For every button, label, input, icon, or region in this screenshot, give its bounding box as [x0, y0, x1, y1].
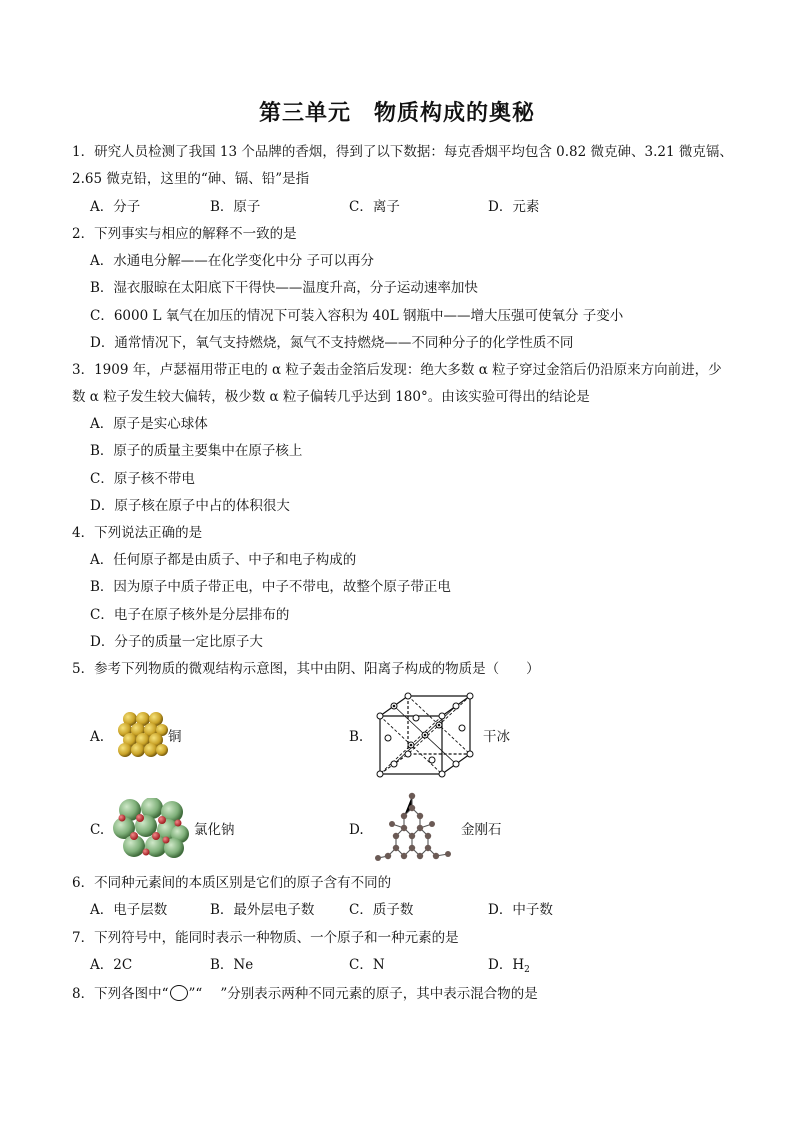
q5-stem: 5．参考下列物质的微观结构示意图，其中由阴、阳离子构成的物质是（ ） — [72, 661, 540, 677]
q7-option-d — [488, 955, 530, 980]
q7-stem: 7．下列符号中，能同时表示一种物质、一个原子和一种元素的是 — [72, 930, 459, 946]
q1-option-a: A．分子 — [90, 199, 141, 215]
diamond-structure-figure — [372, 790, 454, 864]
copper-structure-figure — [116, 711, 170, 759]
q3-stem-line2: 数 α 粒子发生较大偏转，极少数 α 粒子偏转几乎达到 180°。由该实验可得出的结论是 — [72, 389, 590, 405]
q2-option-c: C．6000 L 氧气在加压的情况下可装入容积为 40L 钢瓶中——增大压强可使氧分 子变小 — [90, 308, 624, 324]
q6-option-d: D．中子数 — [488, 902, 553, 918]
q7-option-d-subscript: 2 — [524, 965, 530, 975]
q3-option-a: A．原子是实心球体 — [90, 416, 208, 432]
q7-option-b: B．Ne — [210, 957, 254, 973]
q2-option-a: A．水通电分解——在化学变化中分 子可以再分 — [90, 253, 375, 269]
q5-option-c-letter: C. — [90, 822, 105, 838]
q6-option-a: A．电子层数 — [90, 902, 168, 918]
q1-option-b: B．原子 — [210, 199, 261, 215]
q3-stem-line1: 3．1909 年，卢瑟福用带正电的 α 粒子轰击金箔后发现：绝大多数 α 粒子穿过金箔后仍沿原来方向前进，少 — [72, 362, 722, 378]
q5-option-d-name: 金刚石 — [461, 822, 502, 838]
q7-option-a: A．2C — [90, 957, 133, 973]
q1-stem-line2: 2.65 微克铅，这里的“砷、镉、铅”是指 — [72, 171, 310, 187]
q3-option-d: D．原子核在原子中占的体积很大 — [90, 498, 290, 514]
q7-option-d-text: D．H — [488, 957, 525, 973]
q2-stem: 2．下列事实与相应的解释不一致的是 — [72, 226, 297, 242]
q7-option-c: C．N — [349, 957, 385, 973]
q1-stem-line1: 1．研究人员检测了我国 13 个品牌的香烟，得到了以下数据：每克香烟平均包含 0.82 微克砷、3.21 微克镉、 — [72, 144, 733, 160]
filled-atom-icon — [204, 987, 218, 1001]
q5-option-b-name: 干冰 — [483, 729, 510, 745]
q2-option-b: B．湿衣服晾在太阳底下干得快——温度升高，分子运动速率加快 — [90, 280, 478, 296]
q1-option-c: C．离子 — [349, 199, 400, 215]
q4-option-b: B．因为原子中质子带正电，中子不带电，故整个原子带正电 — [90, 579, 451, 595]
q6-stem: 6．不同种元素间的本质区别是它们的原子含有不同的 — [72, 875, 392, 891]
q5-option-a-letter: A. — [90, 729, 105, 745]
q8-stem-post: ”分别表示两种不同元素的原子，其中表示混合物的是 — [220, 986, 538, 1002]
q1-option-d: D．元素 — [488, 199, 540, 215]
q4-stem: 4．下列说法正确的是 — [72, 525, 203, 541]
dry-ice-structure-figure — [372, 688, 478, 782]
q5-option-b-letter: B. — [349, 729, 364, 745]
q5-option-d-letter: D. — [349, 822, 364, 838]
q4-option-d: D．分子的质量一定比原子大 — [90, 634, 263, 650]
q2-option-d: D．通常情况下，氧气支持燃烧，氮气不支持燃烧——不同种分子的化学性质不同 — [90, 335, 574, 351]
sodium-chloride-structure-figure — [112, 798, 190, 860]
q8-stem — [72, 984, 538, 1004]
q3-option-c: C．原子核不带电 — [90, 471, 195, 487]
q3-option-b: B．原子的质量主要集中在原子核上 — [90, 443, 303, 459]
page-title: 第三单元 物质构成的奥秘 — [258, 101, 535, 126]
q8-stem-pre: 8．下列各图中“ — [72, 986, 169, 1002]
q6-option-b: B．最外层电子数 — [210, 902, 315, 918]
q6-option-c: C．质子数 — [349, 902, 414, 918]
q5-option-a-name: 铜 — [168, 729, 182, 745]
q4-option-a: A．任何原子都是由质子、中子和电子构成的 — [90, 552, 357, 568]
q4-option-c: C．电子在原子核外是分层排布的 — [90, 607, 290, 623]
q8-stem-mid: ”“ — [188, 986, 203, 1002]
open-circle-atom-icon — [170, 985, 188, 1001]
q5-option-c-name: 氯化钠 — [194, 822, 235, 838]
